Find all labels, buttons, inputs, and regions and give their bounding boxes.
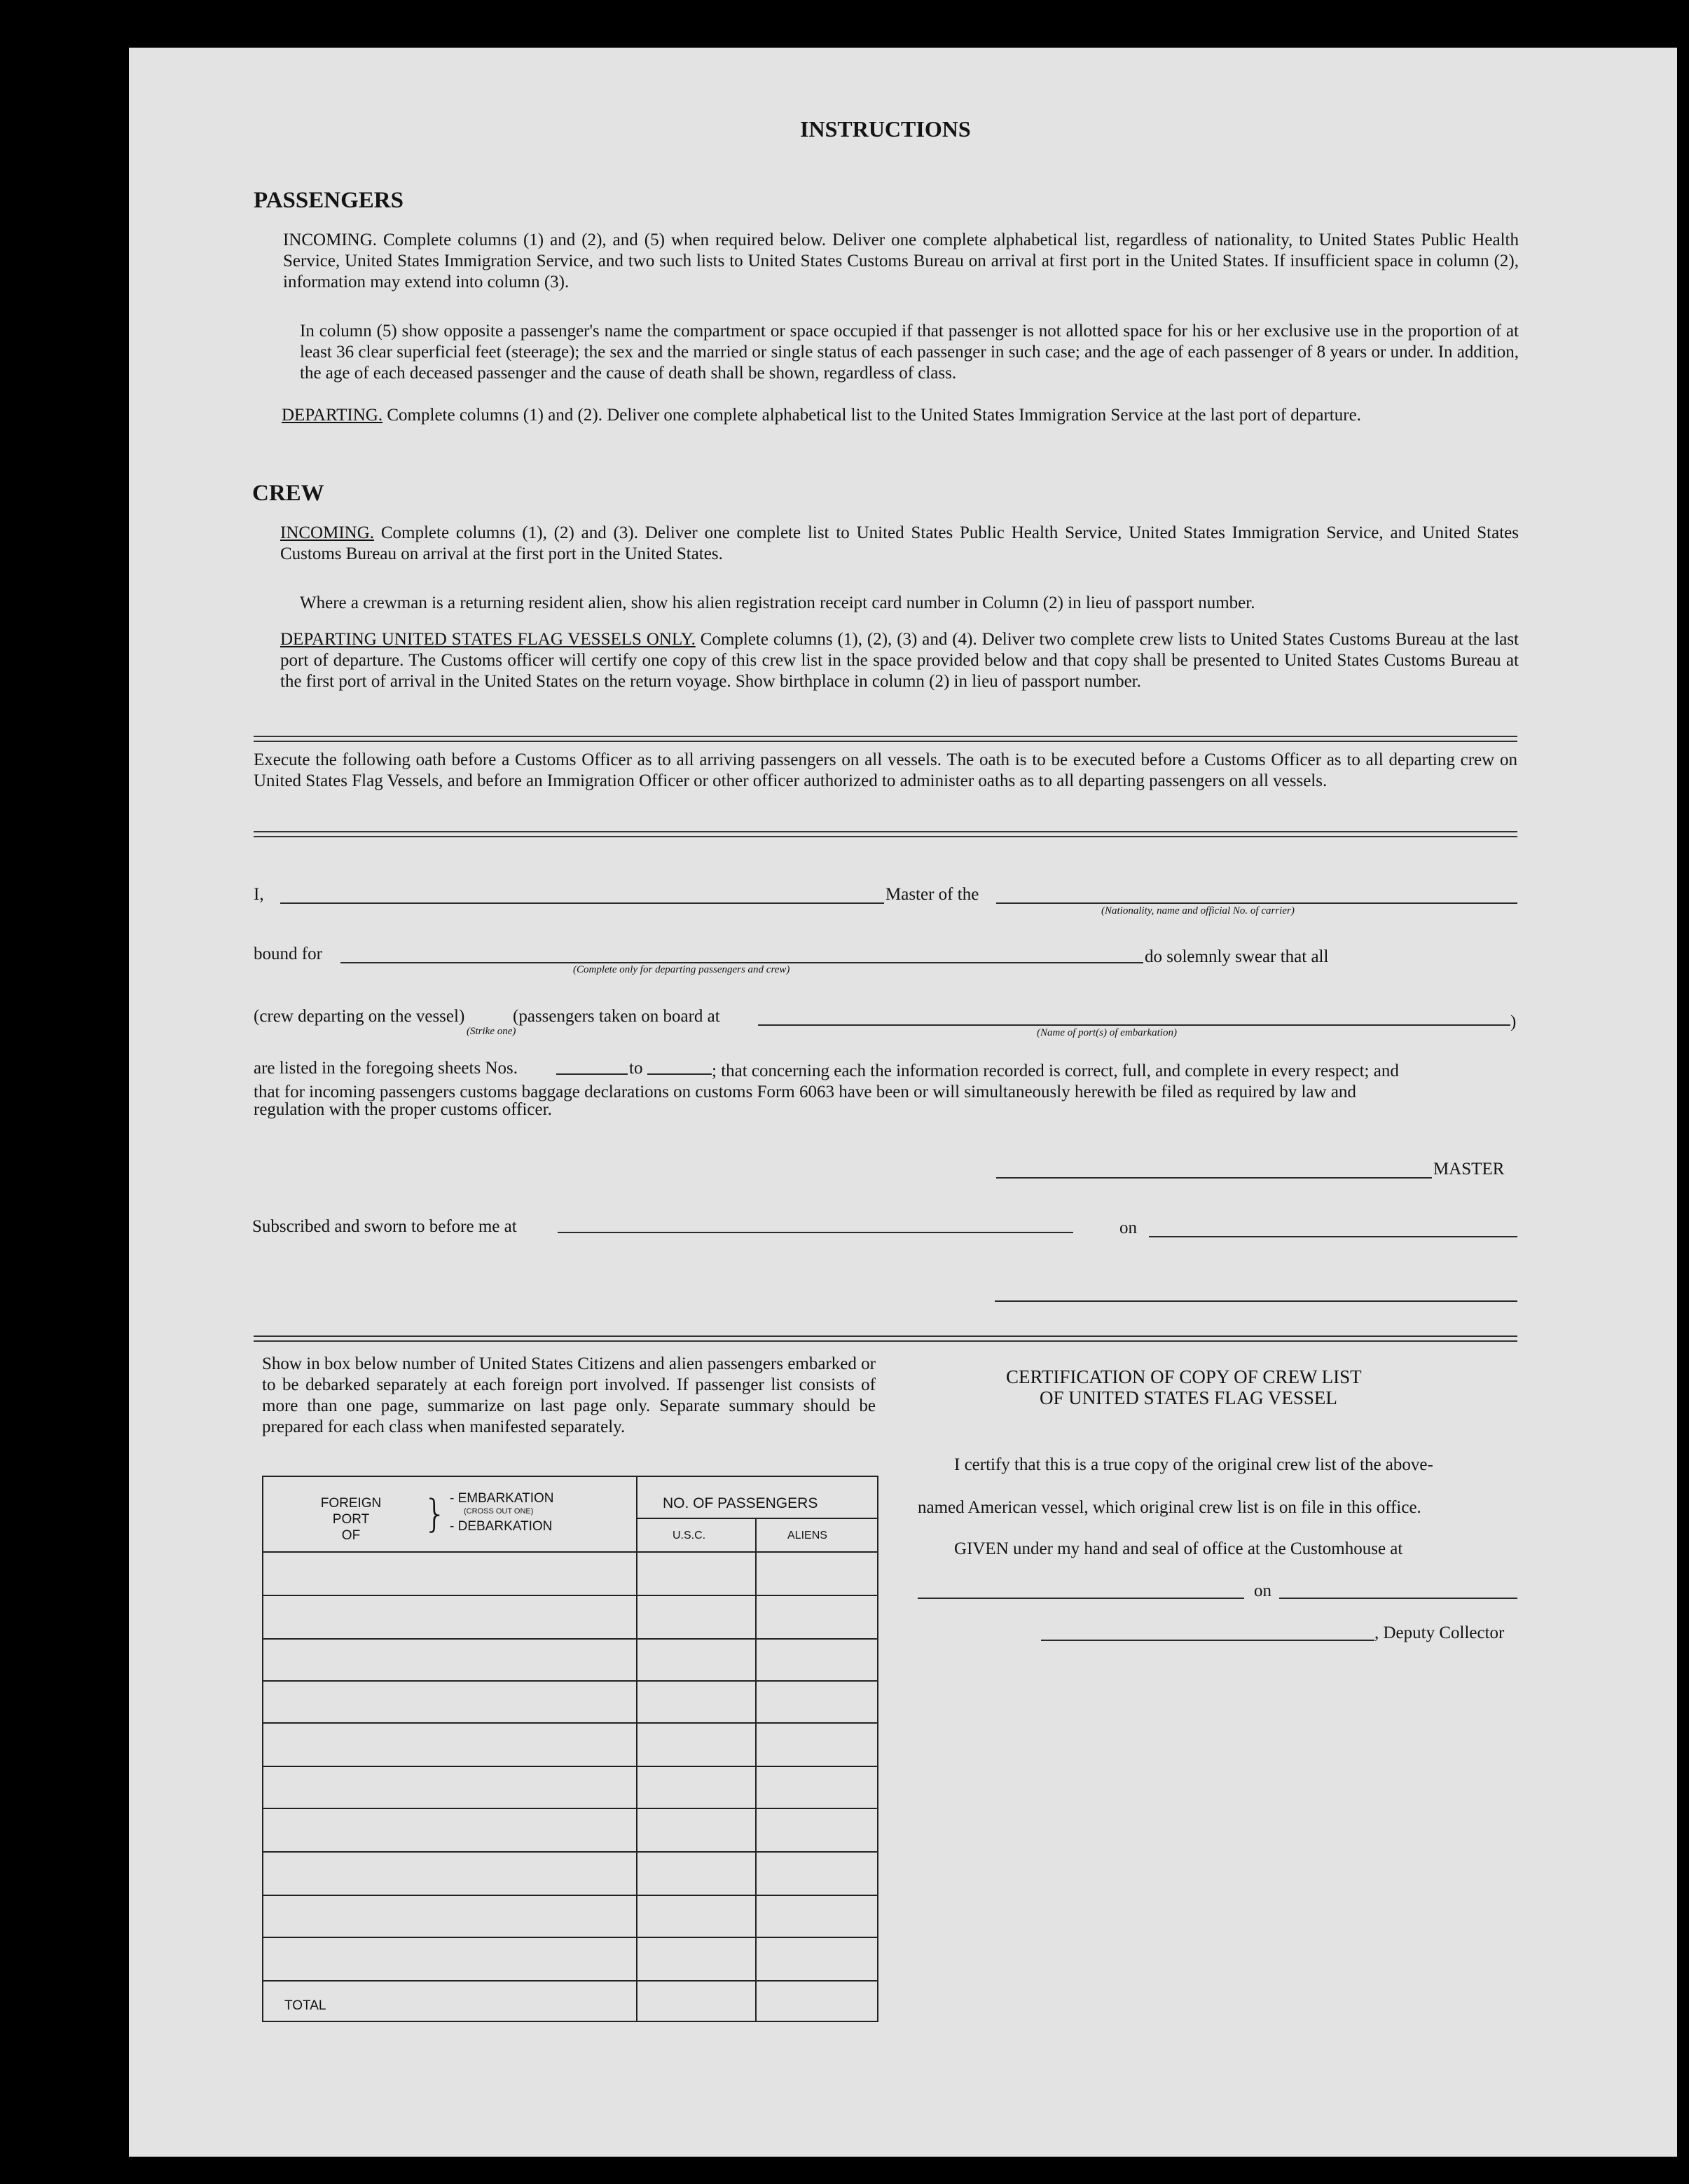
no-of-passengers-header: NO. OF PASSENGERS <box>663 1495 818 1511</box>
ports-hint: (Name of port(s) of embarkation) <box>1037 1027 1177 1038</box>
oath-intro-paragraph: Execute the following oath before a Customs Officer as to all arriving passengers on all vessels. The oath is to be executed before a Customs Officer as to all departing crew on United States Flag Vessels, and before an Immigration Officer or other officer authorized to administer oaths as to all departing passengers on all vessels. <box>254 750 1517 790</box>
sworn-on-label: on <box>1119 1218 1137 1237</box>
subscribed-label: Subscribed and sworn to before me at <box>252 1217 517 1236</box>
swear-text: do solemnly swear that all <box>1145 947 1329 966</box>
master-signature-field[interactable] <box>996 1177 1432 1179</box>
bound-for-hint: (Complete only for departing passengers and crew) <box>573 964 790 975</box>
certification-line-2: named American vessel, which original crew list is on file in this office. <box>918 1498 1421 1517</box>
sheet-to-field[interactable] <box>647 1073 712 1075</box>
close-paren: ) <box>1510 1012 1517 1031</box>
master-of-the-label: Master of the <box>885 885 979 904</box>
certification-date-field[interactable] <box>1279 1598 1517 1599</box>
bound-for-label: bound for <box>254 945 322 963</box>
listed-to-label: to <box>629 1059 643 1078</box>
foreign-port-of-label <box>305 1495 397 1544</box>
listed-text-a: are listed in the foregoing sheets Nos. <box>254 1059 518 1078</box>
deputy-collector-signature-field[interactable] <box>1041 1640 1374 1641</box>
carrier-field[interactable] <box>996 902 1517 904</box>
debarkation-label[interactable]: - DEBARKATION <box>450 1519 553 1534</box>
bound-for-field[interactable] <box>340 962 1143 963</box>
sheet-from-field[interactable] <box>556 1073 628 1075</box>
of-label: OF <box>341 1528 361 1543</box>
usc-header: U.S.C. <box>673 1530 706 1541</box>
port-label: PORT <box>332 1512 370 1527</box>
certification-on-label: on <box>1254 1581 1271 1600</box>
listed-text-line2: that for incoming passengers customs baggage declarations on customs Form 6063 have been or will simultaneously herewith be filed as required by law and <box>254 1083 1356 1101</box>
officer-signature-field[interactable] <box>995 1300 1517 1302</box>
master-name-field[interactable] <box>280 902 884 904</box>
crew-departing-text: Complete columns (1), (2), (3) and (4). Deliver two complete crew lists to United States Customs Bureau at the last port of departure. The Customs officer will certify one copy of this crew list in the space provided below and that copy shall be presented to United States Customs Bureau at the first port of arrival in the United States on the return voyage. Show birthplace in column (2) in lieu of passport number. <box>280 630 1519 691</box>
box-instructions: Show in box below number of United States Citizens and alien passengers embarked or to be debarked separately at each foreign port involved. If passenger list consists of more than one page, summarize on last page only. Separate summary should be prepared for each class when manifested separately. <box>262 1354 876 1436</box>
passengers-incoming-paragraph <box>283 230 1519 293</box>
passengers-taken-option[interactable]: (passengers taken on board at <box>513 1007 720 1026</box>
passengers-column5-paragraph: In column (5) show opposite a passenger's name the compartment or space occupied if that passenger is not allotted space for his or her exclusive use in the proportion of at least 36 clear superficial feet (steerage); the sex and the married or single status of each passenger in such case; and the age of each passenger of 8 years or under. In addition, the age of each deceased passenger and the cause of death shall be shown, regardless of class. <box>300 322 1519 383</box>
passengers-departing-text: Complete columns (1) and (2). Deliver one complete alphabetical list to the United States Immigration Service at the last port of departure. <box>382 406 1361 425</box>
crew-departing-label: DEPARTING UNITED STATES FLAG VESSELS ONLY. <box>280 630 696 649</box>
embarkation-label[interactable]: - EMBARKATION <box>450 1491 554 1506</box>
master-signature-label: MASTER <box>1433 1160 1505 1179</box>
passengers-departing-paragraph <box>282 405 1519 426</box>
crew-incoming-paragraph <box>280 523 1519 565</box>
foreign-label: FOREIGN <box>320 1496 382 1511</box>
cross-out-one-hint: (CROSS OUT ONE) <box>464 1507 534 1516</box>
total-label: TOTAL <box>284 1998 326 2013</box>
divider <box>254 736 1517 742</box>
brace-icon: } <box>423 1492 448 1536</box>
crew-departing-paragraph <box>280 629 1519 692</box>
crew-departing-option[interactable]: (crew departing on the vessel) <box>254 1007 465 1026</box>
passengers-incoming-text: Complete columns (1) and (2), and (5) when required below. Deliver one complete alphabetical list, regardless of nationality, to United States Public Health Service, United States Immigration Service, and two such lists to United States Customs Bureau on arrival at first port in the United States. If insufficient space in column (2), information may extend into column (3). <box>283 231 1519 291</box>
page-title: INSTRUCTIONS <box>800 116 971 142</box>
carrier-hint: (Nationality, name and official No. of carrier) <box>1101 905 1295 916</box>
aliens-header: ALIENS <box>787 1530 827 1541</box>
divider <box>254 1335 1517 1342</box>
certification-title-1: CERTIFICATION OF COPY OF CREW LIST <box>1006 1366 1362 1387</box>
divider <box>254 831 1517 837</box>
passengers-incoming-label: INCOMING. <box>283 231 378 249</box>
listed-text-b: ; that concerning each the information recorded is correct, full, and complete in every respect; and <box>712 1062 1399 1080</box>
customhouse-field[interactable] <box>918 1598 1244 1599</box>
oath-i-label: I, <box>254 885 264 904</box>
embarkation-ports-field[interactable] <box>758 1024 1510 1026</box>
passengers-heading: PASSENGERS <box>254 188 404 213</box>
crew-incoming-text: Complete columns (1), (2) and (3). Deliver one complete list to United States Public Health Service, United States Immigration Service, and United States Customs Bureau on arrival at the first port in the United States. <box>280 523 1519 563</box>
strike-one-hint: (Strike one) <box>467 1026 516 1037</box>
passengers-departing-label: DEPARTING. <box>282 406 383 425</box>
certification-line-3: GIVEN under my hand and seal of office at the Customhouse at <box>954 1539 1403 1558</box>
listed-text-line3: regulation with the proper customs officer. <box>254 1100 552 1119</box>
sworn-date-field[interactable] <box>1149 1236 1517 1237</box>
certification-line-1: I certify that this is a true copy of the original crew list of the above- <box>954 1455 1433 1474</box>
certification-title-2: OF UNITED STATES FLAG VESSEL <box>1040 1387 1337 1408</box>
deputy-collector-label: , Deputy Collector <box>1374 1623 1505 1642</box>
sworn-place-field[interactable] <box>558 1232 1073 1233</box>
crew-incoming-label: INCOMING. <box>280 523 375 542</box>
crew-resident-paragraph: Where a crewman is a returning resident alien, show his alien registration receipt card number in Column (2) in lieu of passport number. <box>300 593 1255 612</box>
crew-heading: CREW <box>252 481 324 506</box>
